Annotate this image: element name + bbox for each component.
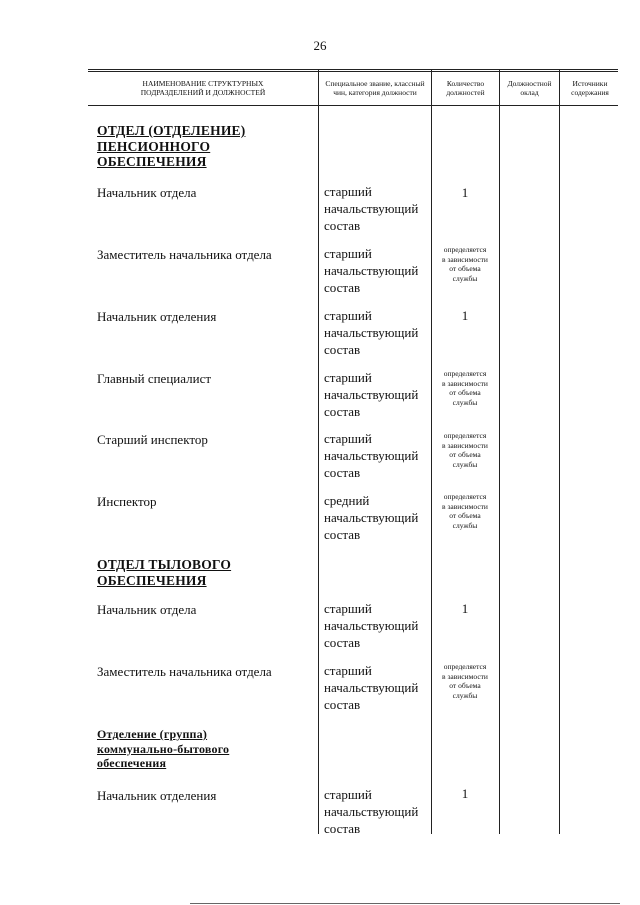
header-positions: НАИМЕНОВАНИЕ СТРУКТУРНЫХ ПОДРАЗДЕЛЕНИЙ И ДОЛЖНОСТЕЙ [140,78,266,97]
row-rank: старший начальствующий состав [324,184,419,233]
section-title-logistics: ОТДЕЛ ТЫЛОВОГО ОБЕСПЕЧЕНИЯ [97,557,232,588]
row-position: Заместитель начальника отдела [97,664,272,679]
table-top-border-inner [88,71,618,72]
row-position: Инспектор [97,494,157,509]
row-rank: старший начальствующий состав [324,663,419,712]
section-title-communal: Отделение (группа) коммунально-бытового обеспечения [97,727,230,770]
page-number: 26 [313,38,327,53]
row-quantity-note: определяется в зависимости от объема службы [442,431,488,469]
row-rank: старший начальствующий состав [324,601,419,650]
row-rank: старший начальствующий состав [324,787,419,836]
row-position: Главный специалист [97,371,212,386]
row-quantity-note: определяется в зависимости от объема службы [442,492,488,530]
column-divider-4 [559,69,560,834]
header-salary: Должностной оклад [507,78,552,97]
row-quantity: 1 [461,308,469,323]
table-top-border [88,69,618,70]
row-position: Начальник отделения [97,309,217,324]
row-rank: старший начальствующий состав [324,431,419,480]
page-bottom-edge [190,903,620,904]
column-divider-3 [499,69,500,834]
row-position: Заместитель начальника отдела [97,247,272,262]
row-quantity-note: определяется в зависимости от объема службы [442,662,488,700]
row-position: Начальник отдела [97,185,197,200]
row-quantity-note: определяется в зависимости от объема службы [442,245,488,283]
row-rank: средний начальствующий состав [324,493,419,542]
row-rank: старший начальствующий состав [324,370,419,419]
section-title-pension: ОТДЕЛ (ОТДЕЛЕНИЕ) ПЕНСИОННОГО ОБЕСПЕЧЕНИЯ [97,123,246,169]
row-position: Начальник отделения [97,788,217,803]
row-quantity: 1 [461,185,469,200]
row-quantity-note: определяется в зависимости от объема службы [442,369,488,407]
column-divider-1 [318,69,319,834]
row-quantity: 1 [461,601,469,616]
row-rank: старший начальствующий состав [324,246,419,295]
row-position: Старший инспектор [97,432,208,447]
header-funding-source: Источники содержания [571,78,609,97]
header-quantity: Количество должностей [446,78,485,97]
row-position: Начальник отдела [97,602,197,617]
row-rank: старший начальствующий состав [324,308,419,357]
row-quantity: 1 [461,786,469,801]
header-rank: Специальное звание, классный чин, категория должности [325,78,425,97]
table-header-separator [88,105,618,106]
